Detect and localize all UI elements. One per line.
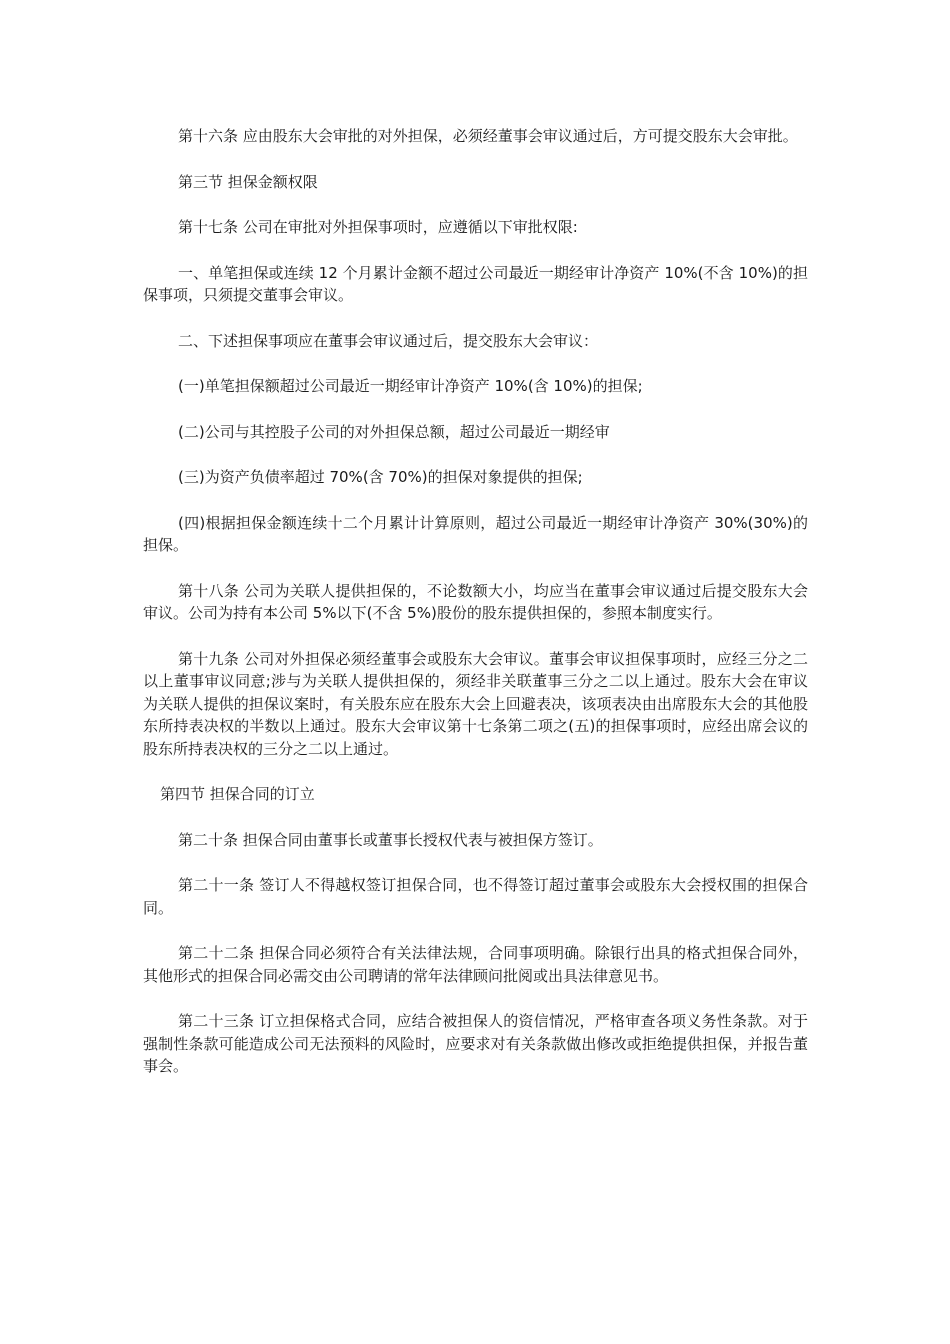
article-16-paragraph: 第十六条 应由股东大会审批的对外担保，必须经董事会审议通过后，方可提交股东大会审批。 (178, 127, 798, 145)
article-17-subitem-1: (一)单笔担保额超过公司最近一期经审计净资产 10%(含 10%)的担保; (178, 377, 643, 395)
article-19-paragraph: 第十九条 公司对外担保必须经董事会或股东大会审议。董事会审议担保事项时，应经三分之二以上董事审议同意;涉与为关联人提供担保的，须经非关联董事三分之二以上通过。股东大会在审议为关联人提供的担保议案时，有关股东应在股东大会上回避表决，该项表决由出席股东大会的其他股东所持表决权的半数以上通过。股东大会审议第十七条第二项之(五)的担保事项时，应经出席会议的股东所持表决权的三分之二以上通过。 (143, 649, 808, 758)
article-17-subitem-2: (二)公司与其控股子公司的对外担保总额，超过公司最近一期经审 (178, 422, 610, 441)
article-17-paragraph: 第十七条 公司在审批对外担保事项时，应遵循以下审批权限: (178, 218, 578, 236)
article-17-subitem-3: (三)为资产负债率超过 70%(含 70%)的担保对象提供的担保; (178, 468, 583, 486)
article-20-paragraph: 第二十条 担保合同由董事长或董事长授权代表与被担保方签订。 (178, 830, 603, 849)
article-17-subitem-4: (四)根据担保金额连续十二个月累计计算原则，超过公司最近一期经审计净资产 30%(30%)的担保。 (143, 513, 808, 554)
article-17-item-1: 一、单笔担保或连续 12 个月累计金额不超过公司最近一期经审计净资产 10%(不含 10%)的担保事项，只须提交董事会审议。 (143, 263, 808, 304)
article-18-paragraph: 第十八条 公司为关联人提供担保的，不论数额大小，均应当在董事会审议通过后提交股东大会审议。公司为持有本公司 5%以下(不含 5%)股份的股东提供担保的，参照本制度实行。 (143, 581, 808, 622)
article-22-paragraph: 第二十二条 担保合同必须符合有关法律法规，合同事项明确。除银行出具的格式担保合同外，其他形式的担保合同必需交由公司聘请的常年法律顾问批阅或出具法律意见书。 (143, 944, 808, 985)
article-23-paragraph: 第二十三条 订立担保格式合同，应结合被担保人的资信情况，严格审查各项义务性条款。对于强制性条款可能造成公司无法预料的风险时，应要求对有关条款做出修改或拒绝提供担保，并报告董事会。 (143, 1012, 808, 1075)
article-21-paragraph: 第二十一条 签订人不得越权签订担保合同，也不得签订超过董事会或股东大会授权围的担保合同。 (143, 876, 808, 917)
section-4-heading: 第四节 担保合同的订立 (160, 785, 315, 803)
article-17-item-2: 二、下述担保事项应在董事会审议通过后，提交股东大会审议： (178, 331, 599, 350)
document-body (143, 125, 808, 1101)
section-3-heading: 第三节 担保金额权限 (178, 172, 318, 191)
